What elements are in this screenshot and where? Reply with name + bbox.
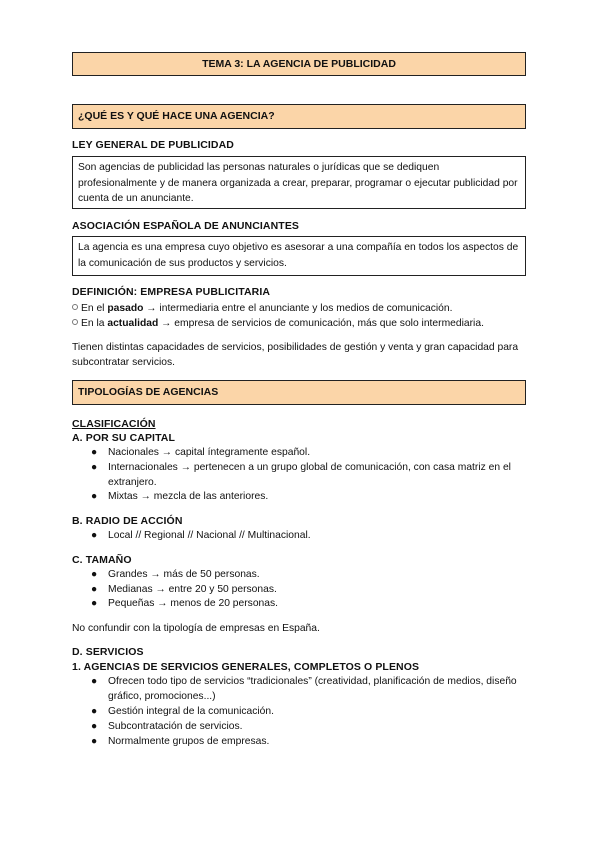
ley-general-label: LEY GENERAL DE PUBLICIDAD bbox=[72, 139, 234, 151]
list-item: ● Gestión integral de la comunicación. bbox=[108, 705, 528, 720]
clasificacion-heading: CLASIFICACIÓN bbox=[72, 418, 156, 430]
tamano-label: C. TAMAÑO bbox=[72, 554, 132, 566]
bullet-icon: ● bbox=[91, 584, 98, 595]
list-item: ● Medianas → entre 20 y 50 personas. bbox=[108, 583, 528, 598]
section-heading-tipologias: TIPOLOGÍAS DE AGENCIAS bbox=[72, 380, 526, 405]
tipologia-note: No confundir con la tipología de empresas en España. bbox=[72, 623, 320, 634]
bullet-icon: ● bbox=[91, 491, 98, 502]
ley-general-box: Son agencias de publicidad las personas naturales o jurídicas que se dediquen profesionalmente y de manera organizada a crear, preparar, programar o ejecutar publicidad por cuenta de un anunciante. bbox=[72, 156, 526, 209]
bullet-icon: ● bbox=[91, 530, 98, 541]
page-title: TEMA 3: LA AGENCIA DE PUBLICIDAD bbox=[72, 52, 526, 76]
list-item: ● Nacionales → capital íntegramente español. bbox=[108, 446, 528, 461]
circle-bullet-icon bbox=[72, 304, 78, 310]
list-item: ● Pequeñas → menos de 20 personas. bbox=[108, 597, 528, 612]
list-item: ● Subcontratación de servicios. bbox=[108, 720, 528, 735]
bullet-icon: ● bbox=[91, 736, 98, 747]
list-item: ● Grandes → más de 50 personas. bbox=[108, 568, 528, 583]
section-heading-que-es: ¿QUÉ ES Y QUÉ HACE UNA AGENCIA? bbox=[72, 104, 526, 129]
servicios-generales-label: 1. AGENCIAS DE SERVICIOS GENERALES, COMPLETOS O PLENOS bbox=[72, 661, 420, 673]
bullet-icon: ● bbox=[91, 676, 98, 687]
bullet-icon: ● bbox=[91, 706, 98, 717]
list-item: ● Mixtas → mezcla de las anteriores. bbox=[108, 490, 528, 505]
definicion-item: En el pasado → intermediaria entre el anunciante y los medios de comunicación. bbox=[72, 301, 532, 316]
asociacion-box: La agencia es una empresa cuyo objetivo es asesorar a una compañía en todos los aspectos de la comunicación de sus productos y servicios. bbox=[72, 236, 526, 276]
radio-accion-label: B. RADIO DE ACCIÓN bbox=[72, 515, 183, 527]
bullet-icon: ● bbox=[91, 721, 98, 732]
bullet-icon: ● bbox=[91, 598, 98, 609]
bullet-icon: ● bbox=[91, 462, 98, 473]
capital-label: A. POR SU CAPITAL bbox=[72, 432, 176, 444]
list-item: ● Ofrecen todo tipo de servicios “tradicionales” (creatividad, planificación de medios, diseño gráfico, promociones...) bbox=[91, 676, 517, 702]
asociacion-label: ASOCIACIÓN ESPAÑOLA DE ANUNCIANTES bbox=[72, 220, 300, 232]
bullet-icon: ● bbox=[91, 569, 98, 580]
capacidades-paragraph: Tienen distintas capacidades de servicios, posibilidades de gestión y venta y gran capacidad para subcontratar servicios. bbox=[72, 342, 519, 368]
list-item: ● Local // Regional // Nacional // Multinacional. bbox=[108, 529, 528, 544]
servicios-label: D. SERVICIOS bbox=[72, 646, 144, 658]
definicion-label: DEFINICIÓN: EMPRESA PUBLICITARIA bbox=[72, 286, 271, 298]
bullet-icon: ● bbox=[91, 447, 98, 458]
list-item: ● Internacionales → pertenecen a un grupo global de comunicación, con casa matriz en el extranjero. bbox=[91, 462, 511, 488]
circle-bullet-icon bbox=[72, 319, 78, 325]
list-item: ● Normalmente grupos de empresas. bbox=[108, 735, 528, 750]
definicion-item: En la actualidad → empresa de servicios de comunicación, más que solo intermediaria. bbox=[72, 316, 532, 331]
